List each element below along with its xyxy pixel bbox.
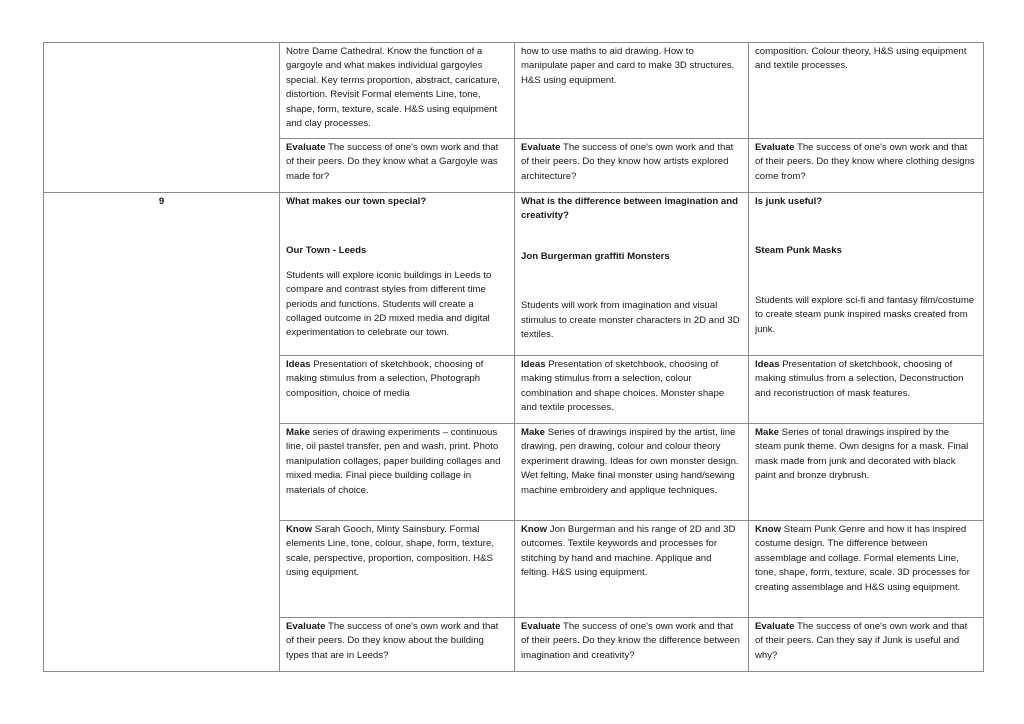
content-cell xyxy=(280,43,515,139)
cell-text: composition. Colour theory, H&S using equipment and textile processes. xyxy=(755,46,967,72)
cell-text: Sarah Gooch, Minty Sainsbury. Formal elements Line, tone, colour, shape, form, texture, scale, perspective, proportion, composition. H&S using equipment. xyxy=(286,524,494,579)
cell-text: Jon Burgerman and his range of 2D and 3D outcomes. Textile keywords and processes for stitching by hand and machine. Applique and felting. H&S using equipment. xyxy=(521,524,736,579)
cell-text: Series of tonal drawings inspired by the steam punk theme. Own designs for a mask. Final mask made from junk and decorated with black paint and bronze drybrush. xyxy=(755,427,969,482)
know-label: Know xyxy=(286,524,313,535)
big-question: Is junk useful? xyxy=(755,196,823,207)
intro-cell xyxy=(280,193,515,356)
know-cell xyxy=(280,521,515,618)
table-row xyxy=(44,43,984,139)
ideas-label: Ideas xyxy=(286,359,311,370)
project-description: Students will work from imagination and visual stimulus to create monster characters in 2D and 3D textiles. xyxy=(521,300,740,341)
cell-text: Presentation of sketchbook, choosing of making stimulus from a selection, colour combination and shape choices. Monster shape and textile processes. xyxy=(521,359,725,414)
cell-text: Steam Punk Genre and how it has inspired costume design. The difference between assemblage and collage. Formal elements Line, tone, shape, form, texture, scale. 3D processes for creating assemblage and H&S using equipment. xyxy=(755,524,970,593)
ideas-label: Ideas xyxy=(521,359,546,370)
big-question: What is the difference between imagination and creativity? xyxy=(521,196,738,222)
make-label: Make xyxy=(521,427,545,438)
curriculum-table xyxy=(43,42,984,672)
make-cell xyxy=(280,424,515,521)
project-description: Students will explore sci-fi and fantasy film/costume to create steam punk inspired masks created from junk. xyxy=(755,294,975,335)
make-label: Make xyxy=(755,427,779,438)
evaluate-cell xyxy=(749,139,984,193)
know-cell xyxy=(749,521,984,618)
evaluate-cell xyxy=(515,618,749,672)
cell-text: Notre Dame Cathedral. Know the function of a gargoyle and what makes individual gargoyles special. Key terms proportion, abstract, caricature, distortion. Revisit Formal elements Line, tone, shape, form, texture, scale. H&S using equipment and clay processes. xyxy=(286,46,500,130)
project-title: Our Town - Leeds xyxy=(286,245,367,257)
make-label: Make xyxy=(286,427,310,438)
big-question: What makes our town special? xyxy=(286,196,427,207)
make-cell xyxy=(515,424,749,521)
evaluate-label: Evaluate xyxy=(286,621,326,632)
evaluate-label: Evaluate xyxy=(521,621,561,632)
evaluate-label: Evaluate xyxy=(521,142,561,153)
know-label: Know xyxy=(521,524,548,535)
evaluate-cell xyxy=(280,139,515,193)
table-row xyxy=(44,193,984,356)
cell-text: Presentation of sketchbook, choosing of making stimulus from a selection, Deconstruction and reconstruction of mask features. xyxy=(755,359,964,399)
evaluate-cell xyxy=(515,139,749,193)
evaluate-label: Evaluate xyxy=(755,142,795,153)
evaluate-cell xyxy=(280,618,515,672)
evaluate-label: Evaluate xyxy=(755,621,795,632)
intro-cell xyxy=(749,193,984,356)
project-description: Students will explore iconic buildings in Leeds to compare and contrast styles from different time periods and functions. Students will create a collaged outcome in 2D mixed media and digital experimentation to celebrate our town. xyxy=(286,269,492,339)
cell-text: The success of one's own work and that of their peers. Do they know the difference between imagination and creativity? xyxy=(521,621,741,661)
cell-text: The success of one's own work and that of their peers. Do they know where clothing designs come from? xyxy=(755,142,975,182)
content-cell xyxy=(749,43,984,139)
year-cell xyxy=(44,193,280,672)
make-cell xyxy=(749,424,984,521)
year-cell-empty xyxy=(44,43,280,193)
evaluate-label: Evaluate xyxy=(286,142,326,153)
cell-text: The success of one's own work and that of their peers. Can they say if Junk is useful and why? xyxy=(755,621,968,661)
cell-text: The success of one's own work and that of their peers. Do they know how artists explored architecture? xyxy=(521,142,734,182)
content-cell xyxy=(515,43,749,139)
ideas-cell xyxy=(280,356,515,424)
cell-text: series of drawing experiments – continuous line, oil pastel transfer, pen and wash, print. Photo manipulation collages, paper building collages and mixed media. Final piece building collage in materials of choice. xyxy=(286,427,501,496)
ideas-cell xyxy=(515,356,749,424)
project-title: Steam Punk Masks xyxy=(755,245,842,257)
know-cell xyxy=(515,521,749,618)
cell-text: Series of drawings inspired by the artist, line drawing, pen drawing, colour and colour theory experiment drawing. Ideas for own monster design. Wet felting, Make final monster using hand/sewing machine embroidery and applique techniques. xyxy=(521,427,739,496)
ideas-label: Ideas xyxy=(755,359,780,370)
year-number: 9 xyxy=(158,196,165,207)
know-label: Know xyxy=(755,524,782,535)
project-title: Jon Burgerman graffiti Monsters xyxy=(521,250,670,262)
cell-text: how to use maths to aid drawing. How to manipulate paper and card to make 3D structures. H&S using equipment. xyxy=(521,46,735,86)
evaluate-cell xyxy=(749,618,984,672)
cell-text: The success of one's own work and that of their peers. Do they know what a Gargoyle was made for? xyxy=(286,142,499,182)
cell-text: The success of one's own work and that of their peers. Do they know about the building types that are in Leeds? xyxy=(286,621,499,661)
cell-text: Presentation of sketchbook, choosing of making stimulus from a selection, Photograph composition, choice of media xyxy=(286,359,484,399)
intro-cell xyxy=(515,193,749,356)
ideas-cell xyxy=(749,356,984,424)
